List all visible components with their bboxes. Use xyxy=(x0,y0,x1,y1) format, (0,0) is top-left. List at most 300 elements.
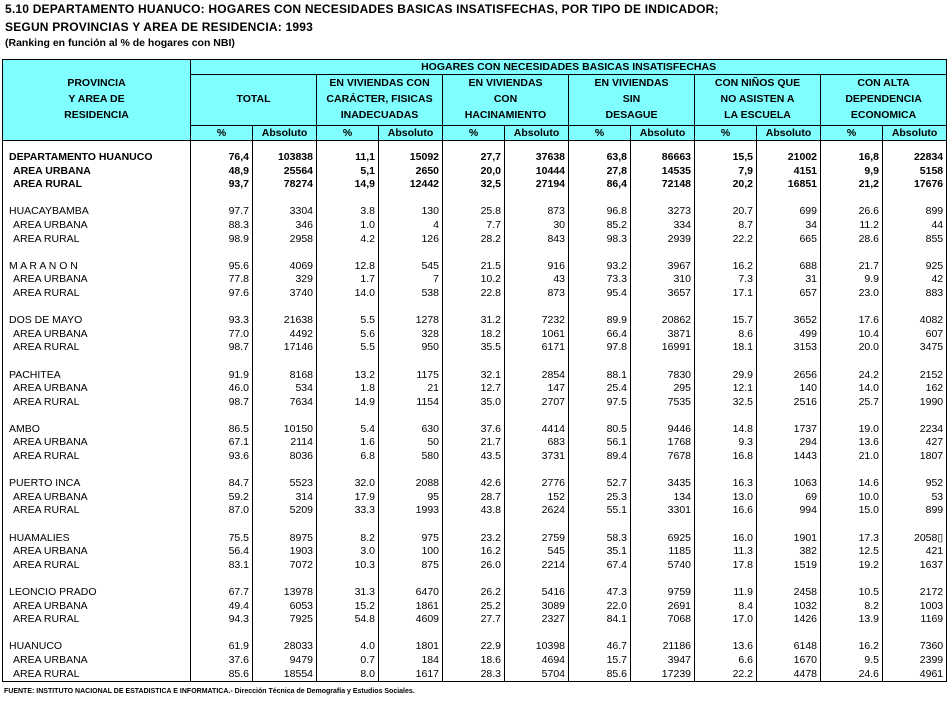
percent-cell: 16.2 xyxy=(821,640,883,654)
absolute-cell: 2234 xyxy=(883,423,947,437)
absolute-cell: 4151 xyxy=(757,165,821,179)
percent-cell: 73.3 xyxy=(569,273,631,287)
percent-cell: 18.1 xyxy=(695,341,757,355)
spacer-cell xyxy=(443,464,505,478)
absolute-cell: 3435 xyxy=(631,477,695,491)
percent-cell: 47.3 xyxy=(569,586,631,600)
percent-cell: 25.7 xyxy=(821,396,883,410)
row-label: DEPARTAMENTO HUANUCO xyxy=(3,151,191,165)
percent-cell: 35.5 xyxy=(443,341,505,355)
percent-cell: 1.8 xyxy=(317,382,379,396)
header-indicator-line: EN VIVIENDAS xyxy=(468,77,543,89)
absolute-cell: 2458 xyxy=(757,586,821,600)
absolute-cell: 126 xyxy=(379,233,443,247)
absolute-cell: 1670 xyxy=(757,654,821,668)
spacer-cell xyxy=(379,301,443,315)
table-row-area xyxy=(3,233,947,247)
header-indicator-line: NO ASISTEN A xyxy=(720,93,795,105)
spacer-cell xyxy=(505,246,569,260)
spacer-row xyxy=(3,409,947,423)
absolute-cell: 4069 xyxy=(253,260,317,274)
percent-cell: 14.9 xyxy=(317,396,379,410)
absolute-cell: 688 xyxy=(757,260,821,274)
percent-cell: 21,2 xyxy=(821,178,883,192)
absolute-cell: 2656 xyxy=(757,369,821,383)
spacer-cell xyxy=(191,355,253,369)
absolute-cell: 2058▯ xyxy=(883,532,947,546)
spacer-cell xyxy=(757,141,821,152)
percent-cell: 31.3 xyxy=(317,586,379,600)
percent-cell: 46.0 xyxy=(191,382,253,396)
percent-cell: 19.0 xyxy=(821,423,883,437)
percent-cell: 48,9 xyxy=(191,165,253,179)
percent-cell: 86.5 xyxy=(191,423,253,437)
absolute-cell: 3871 xyxy=(631,328,695,342)
header-indicator xyxy=(443,75,569,126)
header-indicator-line: CON NIÑOS QUE xyxy=(714,77,801,89)
spacer-cell xyxy=(505,572,569,586)
percent-cell: 12.1 xyxy=(695,382,757,396)
percent-cell: 9.3 xyxy=(695,436,757,450)
percent-cell: 15,5 xyxy=(695,151,757,165)
absolute-cell: 1901 xyxy=(757,532,821,546)
absolute-cell: 184 xyxy=(379,654,443,668)
table-row-area xyxy=(3,436,947,450)
absolute-cell: 4492 xyxy=(253,328,317,342)
absolute-cell: 103838 xyxy=(253,151,317,165)
percent-cell: 91.9 xyxy=(191,369,253,383)
absolute-cell: 7232 xyxy=(505,314,569,328)
percent-cell: 59.2 xyxy=(191,491,253,505)
header-absolute: Absoluto xyxy=(883,126,947,141)
percent-cell: 35.1 xyxy=(569,545,631,559)
absolute-cell: 580 xyxy=(379,450,443,464)
spacer-cell xyxy=(505,627,569,641)
absolute-cell: 2759 xyxy=(505,532,569,546)
percent-cell: 22.2 xyxy=(695,668,757,682)
absolute-cell: 883 xyxy=(883,287,947,301)
absolute-cell: 15092 xyxy=(379,151,443,165)
absolute-cell: 4 xyxy=(379,219,443,233)
header-indicator-line: LA ESCUELA xyxy=(724,109,791,121)
percent-cell: 77.0 xyxy=(191,328,253,342)
row-label: AREA RURAL xyxy=(3,287,191,301)
spacer-cell xyxy=(3,409,191,423)
absolute-cell: 4961 xyxy=(883,668,947,682)
spacer-cell xyxy=(821,355,883,369)
percent-cell: 5.6 xyxy=(317,328,379,342)
table-row-area xyxy=(3,491,947,505)
absolute-cell: 14535 xyxy=(631,165,695,179)
percent-cell: 86,4 xyxy=(569,178,631,192)
absolute-cell: 5209 xyxy=(253,504,317,518)
absolute-cell: 421 xyxy=(883,545,947,559)
percent-cell: 61.9 xyxy=(191,640,253,654)
percent-cell: 11.2 xyxy=(821,219,883,233)
absolute-cell: 95 xyxy=(379,491,443,505)
absolute-cell: 21638 xyxy=(253,314,317,328)
absolute-cell: 21 xyxy=(379,382,443,396)
spacer-cell xyxy=(317,572,379,586)
spacer-cell xyxy=(379,355,443,369)
table-row-total xyxy=(3,151,947,165)
percent-cell: 10.4 xyxy=(821,328,883,342)
percent-cell: 6.8 xyxy=(317,450,379,464)
spacer-cell xyxy=(191,518,253,532)
spacer-cell xyxy=(757,246,821,260)
spacer-cell xyxy=(253,409,317,423)
percent-cell: 17.1 xyxy=(695,287,757,301)
percent-cell: 7.3 xyxy=(695,273,757,287)
spacer-cell xyxy=(883,192,947,206)
spacer-cell xyxy=(883,355,947,369)
absolute-cell: 72148 xyxy=(631,178,695,192)
absolute-cell: 7 xyxy=(379,273,443,287)
percent-cell: 97.5 xyxy=(569,396,631,410)
spacer-cell xyxy=(695,518,757,532)
spacer-row xyxy=(3,627,947,641)
row-label: AREA URBANA xyxy=(3,654,191,668)
absolute-cell: 4082 xyxy=(883,314,947,328)
spacer-cell xyxy=(505,409,569,423)
absolute-cell: 8975 xyxy=(253,532,317,546)
absolute-cell: 899 xyxy=(883,504,947,518)
spacer-cell xyxy=(191,141,253,152)
table-row-area xyxy=(3,450,947,464)
header-percent: % xyxy=(821,126,883,141)
spacer-cell xyxy=(631,141,695,152)
absolute-cell: 534 xyxy=(253,382,317,396)
percent-cell: 22.9 xyxy=(443,640,505,654)
absolute-cell: 2691 xyxy=(631,600,695,614)
absolute-cell: 42 xyxy=(883,273,947,287)
absolute-cell: 855 xyxy=(883,233,947,247)
spacer-cell xyxy=(883,627,947,641)
table-row-area xyxy=(3,328,947,342)
spacer-cell xyxy=(3,301,191,315)
spacer-cell xyxy=(631,518,695,532)
absolute-cell: 916 xyxy=(505,260,569,274)
table-row-total xyxy=(3,260,947,274)
absolute-cell: 545 xyxy=(505,545,569,559)
absolute-cell: 427 xyxy=(883,436,947,450)
table-row-area xyxy=(3,600,947,614)
percent-cell: 21.7 xyxy=(821,260,883,274)
percent-cell: 5.5 xyxy=(317,341,379,355)
spacer-cell xyxy=(379,464,443,478)
spacer-cell xyxy=(821,409,883,423)
absolute-cell: 2172 xyxy=(883,586,947,600)
absolute-cell: 27194 xyxy=(505,178,569,192)
absolute-cell: 2088 xyxy=(379,477,443,491)
absolute-cell: 8168 xyxy=(253,369,317,383)
spacer-cell xyxy=(379,141,443,152)
percent-cell: 10.0 xyxy=(821,491,883,505)
table-title-line-1: 5.10 DEPARTAMENTO HUANUCO: HOGARES CON NECESIDADES BASICAS INSATISFECHAS, POR TIPO DE INDICADOR; xyxy=(5,2,719,16)
spacer-cell xyxy=(253,464,317,478)
absolute-cell: 314 xyxy=(253,491,317,505)
header-percent: % xyxy=(695,126,757,141)
absolute-cell: 30 xyxy=(505,219,569,233)
source-note: FUENTE: INSTITUTO NACIONAL DE ESTADISTICA E INFORMATICA.- Dirección Técnica de Demografía y Estudios Sociales. xyxy=(4,688,415,695)
percent-cell: 9.9 xyxy=(821,273,883,287)
absolute-cell: 1175 xyxy=(379,369,443,383)
absolute-cell: 2624 xyxy=(505,504,569,518)
percent-cell: 75.5 xyxy=(191,532,253,546)
absolute-cell: 2214 xyxy=(505,559,569,573)
spacer-cell xyxy=(3,518,191,532)
table-row-total xyxy=(3,369,947,383)
absolute-cell: 2854 xyxy=(505,369,569,383)
absolute-cell: 2707 xyxy=(505,396,569,410)
spacer-cell xyxy=(883,464,947,478)
spacer-cell xyxy=(505,518,569,532)
percent-cell: 15.0 xyxy=(821,504,883,518)
absolute-cell: 162 xyxy=(883,382,947,396)
absolute-cell: 25564 xyxy=(253,165,317,179)
spacer-cell xyxy=(821,141,883,152)
absolute-cell: 382 xyxy=(757,545,821,559)
table-row-area xyxy=(3,178,947,192)
header-percent: % xyxy=(317,126,379,141)
spacer-row xyxy=(3,301,947,315)
absolute-cell: 20862 xyxy=(631,314,695,328)
header-indicator-line: SIN xyxy=(622,93,641,105)
spacer-cell xyxy=(631,192,695,206)
percent-cell: 93.2 xyxy=(569,260,631,274)
row-label: AREA RURAL xyxy=(3,396,191,410)
percent-cell: 13.6 xyxy=(695,640,757,654)
table-row-total xyxy=(3,314,947,328)
spacer-cell xyxy=(317,355,379,369)
percent-cell: 23.0 xyxy=(821,287,883,301)
spacer-cell xyxy=(443,572,505,586)
spacer-cell xyxy=(883,246,947,260)
percent-cell: 16.2 xyxy=(695,260,757,274)
spacer-cell xyxy=(757,464,821,478)
percent-cell: 93.3 xyxy=(191,314,253,328)
row-label: HUAMALIES xyxy=(3,532,191,546)
spacer-cell xyxy=(821,464,883,478)
spacer-row xyxy=(3,355,947,369)
absolute-cell: 17239 xyxy=(631,668,695,682)
spacer-cell xyxy=(253,518,317,532)
percent-cell: 14.0 xyxy=(821,382,883,396)
absolute-cell: 975 xyxy=(379,532,443,546)
row-label: AREA RURAL xyxy=(3,233,191,247)
absolute-cell: 925 xyxy=(883,260,947,274)
header-indicator xyxy=(569,75,695,126)
absolute-cell: 1003 xyxy=(883,600,947,614)
spacer-row xyxy=(3,192,947,206)
percent-cell: 26.6 xyxy=(821,205,883,219)
percent-cell: 67.1 xyxy=(191,436,253,450)
spacer-cell xyxy=(695,246,757,260)
row-label: AREA RURAL xyxy=(3,668,191,682)
absolute-cell: 5416 xyxy=(505,586,569,600)
spacer-cell xyxy=(253,627,317,641)
header-indicator-line: INADECUADAS xyxy=(340,109,419,121)
percent-cell: 20,0 xyxy=(443,165,505,179)
absolute-cell: 657 xyxy=(757,287,821,301)
absolute-cell: 4478 xyxy=(757,668,821,682)
percent-cell: 1.0 xyxy=(317,219,379,233)
percent-cell: 32.5 xyxy=(695,396,757,410)
absolute-cell: 310 xyxy=(631,273,695,287)
absolute-cell: 1278 xyxy=(379,314,443,328)
spacer-cell xyxy=(821,192,883,206)
spacer-row xyxy=(3,518,947,532)
spacer-cell xyxy=(821,246,883,260)
percent-cell: 95.4 xyxy=(569,287,631,301)
absolute-cell: 16851 xyxy=(757,178,821,192)
percent-cell: 11,1 xyxy=(317,151,379,165)
percent-cell: 14,9 xyxy=(317,178,379,192)
percent-cell: 13.0 xyxy=(695,491,757,505)
absolute-cell: 346 xyxy=(253,219,317,233)
absolute-cell: 3731 xyxy=(505,450,569,464)
absolute-cell: 21002 xyxy=(757,151,821,165)
spacer-cell xyxy=(757,572,821,586)
percent-cell: 3.8 xyxy=(317,205,379,219)
spacer-cell xyxy=(883,141,947,152)
spacer-cell xyxy=(191,192,253,206)
percent-cell: 11.3 xyxy=(695,545,757,559)
absolute-cell: 1519 xyxy=(757,559,821,573)
spacer-cell xyxy=(379,192,443,206)
percent-cell: 15.7 xyxy=(569,654,631,668)
absolute-cell: 4609 xyxy=(379,613,443,627)
spacer-cell xyxy=(443,246,505,260)
percent-cell: 27.7 xyxy=(443,613,505,627)
spacer-cell xyxy=(443,301,505,315)
table-row-total xyxy=(3,477,947,491)
percent-cell: 14.8 xyxy=(695,423,757,437)
spacer-cell xyxy=(883,409,947,423)
percent-cell: 8.6 xyxy=(695,328,757,342)
header-indicator-line: CARÁCTER, FISICAS xyxy=(326,93,433,105)
absolute-cell: 2939 xyxy=(631,233,695,247)
absolute-cell: 7678 xyxy=(631,450,695,464)
percent-cell: 8.0 xyxy=(317,668,379,682)
absolute-cell: 4414 xyxy=(505,423,569,437)
spacer-cell xyxy=(443,409,505,423)
absolute-cell: 1063 xyxy=(757,477,821,491)
table-subtitle: (Ranking en función al % de hogares con NBI) xyxy=(5,37,235,49)
row-label: AREA URBANA xyxy=(3,165,191,179)
spacer-cell xyxy=(695,409,757,423)
absolute-cell: 1903 xyxy=(253,545,317,559)
absolute-cell: 1032 xyxy=(757,600,821,614)
percent-cell: 20.0 xyxy=(821,341,883,355)
header-indicator xyxy=(695,75,821,126)
spacer-cell xyxy=(695,141,757,152)
percent-cell: 7,9 xyxy=(695,165,757,179)
spacer-cell xyxy=(821,627,883,641)
header-percent: % xyxy=(443,126,505,141)
absolute-cell: 3657 xyxy=(631,287,695,301)
absolute-cell: 3947 xyxy=(631,654,695,668)
spacer-cell xyxy=(569,141,631,152)
spacer-cell xyxy=(317,627,379,641)
header-indicator-line: HACINAMIENTO xyxy=(464,109,547,121)
spacer-cell xyxy=(3,627,191,641)
percent-cell: 6.6 xyxy=(695,654,757,668)
percent-cell: 85.2 xyxy=(569,219,631,233)
percent-cell: 21.0 xyxy=(821,450,883,464)
absolute-cell: 152 xyxy=(505,491,569,505)
spacer-cell xyxy=(3,246,191,260)
absolute-cell: 295 xyxy=(631,382,695,396)
header-indicator-line: ECONOMICA xyxy=(850,109,917,121)
row-label: AREA URBANA xyxy=(3,382,191,396)
percent-cell: 13.2 xyxy=(317,369,379,383)
row-label: AREA RURAL xyxy=(3,504,191,518)
percent-cell: 56.1 xyxy=(569,436,631,450)
absolute-cell: 3153 xyxy=(757,341,821,355)
absolute-cell: 50 xyxy=(379,436,443,450)
row-label: LEONCIO PRADO xyxy=(3,586,191,600)
percent-cell: 84.1 xyxy=(569,613,631,627)
header-absolute: Absoluto xyxy=(505,126,569,141)
spacer-cell xyxy=(443,141,505,152)
percent-cell: 80.5 xyxy=(569,423,631,437)
spacer-cell xyxy=(695,301,757,315)
spacer-cell xyxy=(505,141,569,152)
absolute-cell: 1737 xyxy=(757,423,821,437)
percent-cell: 28.2 xyxy=(443,233,505,247)
percent-cell: 25.4 xyxy=(569,382,631,396)
absolute-cell: 334 xyxy=(631,219,695,233)
percent-cell: 83.1 xyxy=(191,559,253,573)
absolute-cell: 1768 xyxy=(631,436,695,450)
table-row-area xyxy=(3,545,947,559)
header-indicator xyxy=(317,75,443,126)
percent-cell: 95.6 xyxy=(191,260,253,274)
absolute-cell: 7535 xyxy=(631,396,695,410)
header-absolute: Absoluto xyxy=(631,126,695,141)
percent-cell: 32.1 xyxy=(443,369,505,383)
row-label: AREA URBANA xyxy=(3,328,191,342)
percent-cell: 20.7 xyxy=(695,205,757,219)
header-absolute: Absoluto xyxy=(757,126,821,141)
spacer-cell xyxy=(631,572,695,586)
percent-cell: 16.2 xyxy=(443,545,505,559)
spacer-cell xyxy=(883,518,947,532)
header-indicator xyxy=(191,75,317,126)
percent-cell: 67.7 xyxy=(191,586,253,600)
header-indicator-line: EN VIVIENDAS CON xyxy=(329,77,430,89)
percent-cell: 89.4 xyxy=(569,450,631,464)
percent-cell: 5.5 xyxy=(317,314,379,328)
spacer-cell xyxy=(695,572,757,586)
percent-cell: 29.9 xyxy=(695,369,757,383)
row-label: AMBO xyxy=(3,423,191,437)
absolute-cell: 1443 xyxy=(757,450,821,464)
spacer-cell xyxy=(191,627,253,641)
percent-cell: 97.8 xyxy=(569,341,631,355)
row-label: HUACAYBAMBA xyxy=(3,205,191,219)
percent-cell: 10.3 xyxy=(317,559,379,573)
absolute-cell: 499 xyxy=(757,328,821,342)
row-label: AREA URBANA xyxy=(3,436,191,450)
spacer-cell xyxy=(317,518,379,532)
spacer-cell xyxy=(505,301,569,315)
percent-cell: 31.2 xyxy=(443,314,505,328)
header-indicator-line: DEPENDENCIA xyxy=(845,93,922,105)
spacer-cell xyxy=(191,572,253,586)
absolute-cell: 17146 xyxy=(253,341,317,355)
